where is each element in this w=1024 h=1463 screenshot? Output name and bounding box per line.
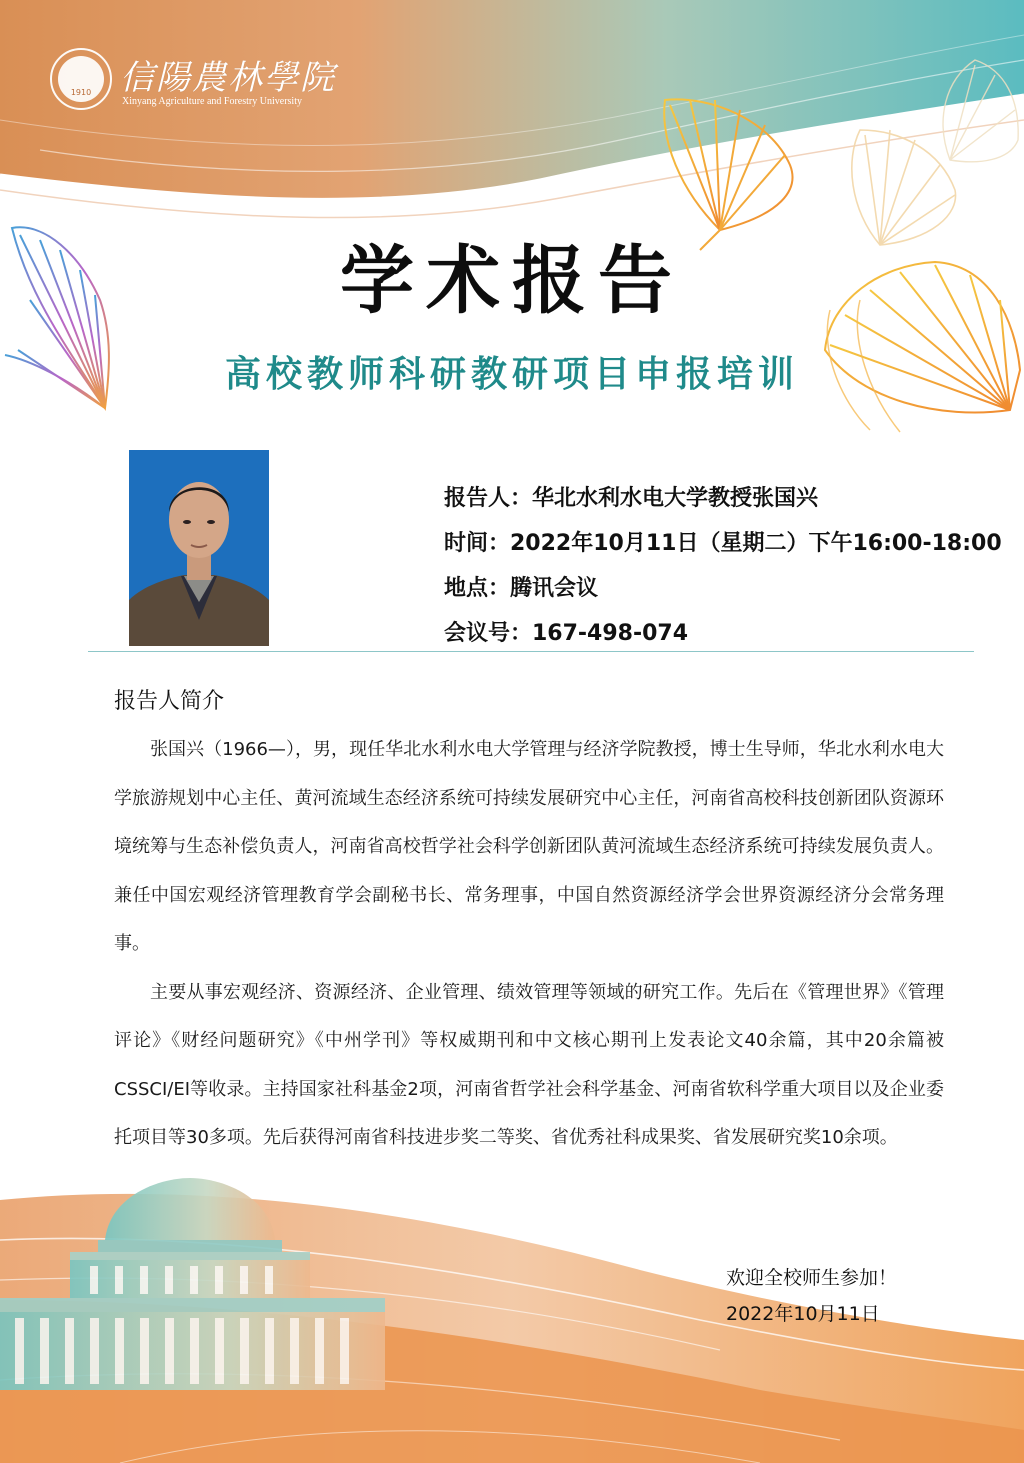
- location-line: 地点：腾讯会议: [444, 576, 599, 601]
- divider: [88, 651, 974, 652]
- event-info: [444, 482, 1002, 662]
- closing: [726, 1260, 897, 1332]
- time-line: 时间：2022年10月11日（星期二）下午16:00-18:00: [444, 531, 1002, 556]
- meeting-id-line: 会议号：167-498-074: [444, 621, 689, 646]
- logo-year: 1910: [70, 88, 92, 97]
- logo-name: 信陽農林學院: [120, 58, 336, 98]
- subtitle: 高校教师科研教研项目申报培训: [224, 354, 799, 395]
- closing-date: 2022年10月11日: [726, 1303, 880, 1325]
- main-title: 学术报告: [340, 238, 684, 324]
- bio-paragraph-1: 张国兴（1966—），男，现任华北水利水电大学管理与经济学院教授，博士生导师，华北水利水电大学旅游规划中心主任、黄河流域生态经济系统可持续发展研究中心主任，河南省高校科技创新团队资源环境统筹与生态补偿负责人，河南省高校哲学社会科学创新团队黄河流域生态经济系统可持续发展负责人。兼任中国宏观经济管理教育学会副秘书长、常务理事，中国自然资源经济学会世界资源经济分会常务理事。: [114, 739, 944, 954]
- university-seal-icon: [50, 48, 112, 110]
- university-logo: [50, 48, 380, 118]
- welcome-text: 欢迎全校师生参加！: [726, 1267, 898, 1289]
- bio-paragraph-2: 主要从事宏观经济、资源经济、企业管理、绩效管理等领域的研究工作。先后在《管理世界》《管理评论》《财经问题研究》《中州学刊》等权威期刊和中文核心期刊上发表论文40余篇，其中20余篇被CSSCI/EI等收录。主持国家社科基金2项，河南省哲学社会科学基金、河南省软科学重大项目以及企业委托项目等30多项。先后获得河南省科技进步奖二等奖、省优秀社科成果奖、省发展研究奖10余项。: [114, 981, 944, 1148]
- logo-english-name: Xinyang Agriculture and Forestry University: [122, 96, 302, 107]
- bio-heading: 报告人简介: [114, 689, 225, 714]
- bio-text: [114, 726, 944, 1163]
- speaker-line: 报告人：华北水利水电大学教授张国兴: [444, 486, 819, 511]
- speaker-photo: [129, 450, 269, 646]
